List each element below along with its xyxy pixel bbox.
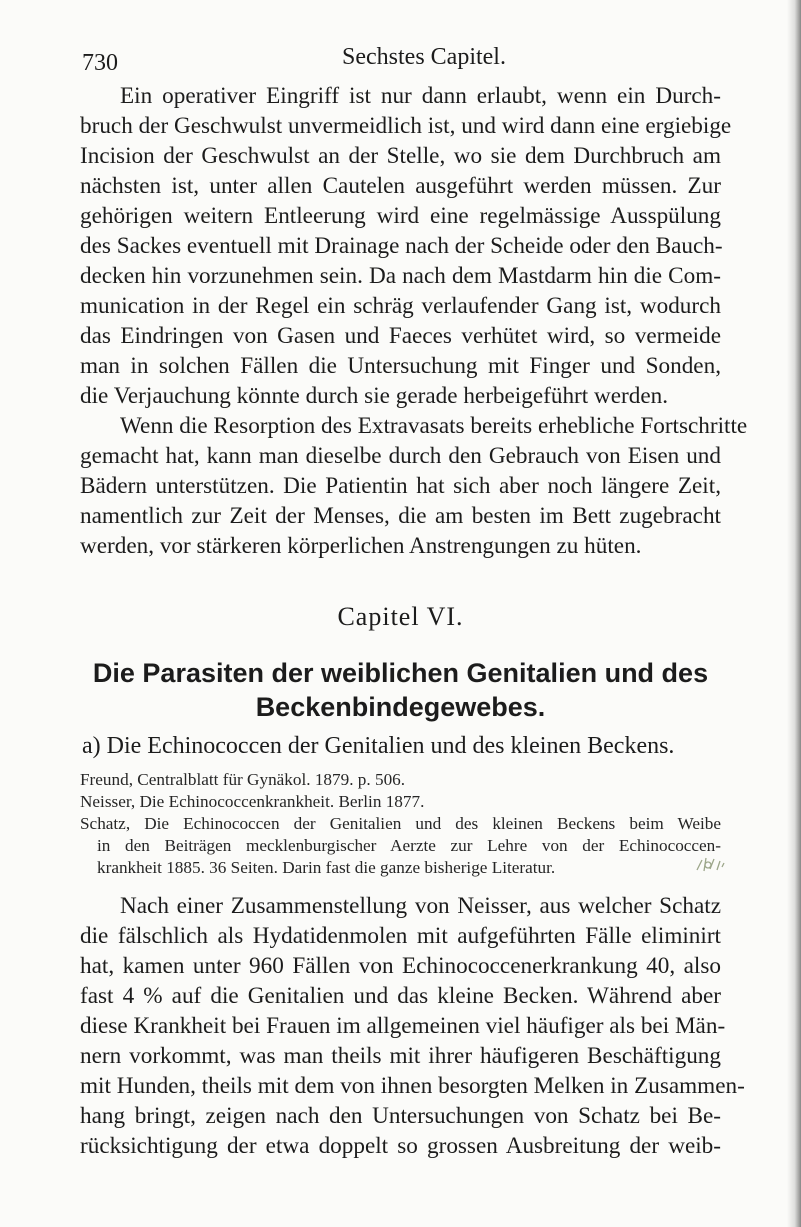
chapter-title-line: Die Parasiten der weiblichen Genitalien und des — [92, 658, 709, 688]
text-line: des Sackes eventuell mit Drainage nach der Scheide oder den Bauch- — [80, 233, 723, 259]
text-line: man in solchen Fällen die Untersuchung mit Finger und Sonden, — [80, 353, 721, 379]
text-line: hat, kamen unter 960 Fällen von Echinococcenerkrankung 40, also — [80, 953, 721, 979]
section-heading: a) Die Echinococcen der Genitalien und des kleinen Beckens. — [82, 733, 675, 759]
text-line: munication in der Regel ein schräg verlaufender Gang ist, wodurch — [80, 293, 721, 319]
library-stamp-mark — [693, 855, 727, 875]
text-line: bruch der Geschwulst unvermeidlich ist, und wird dann eine ergiebige — [80, 113, 732, 139]
text-line: fast 4 % auf die Genitalien und das kleine Becken. Während aber — [80, 983, 721, 1009]
chapter-title-line: Beckenbindegewebes. — [255, 692, 546, 722]
text-line: Wenn die Resorption des Extravasats bereits erhebliche Fortschritte — [120, 413, 748, 439]
text-line: die fälschlich als Hydatidenmolen mit aufgeführten Fälle eliminirt — [80, 923, 721, 949]
text-line: die Verjauchung könnte durch sie gerade herbeigeführt werden. — [80, 383, 669, 409]
text-line: mit Hunden, theils mit dem von ihnen besorgten Melken in Zusammen- — [80, 1073, 745, 1099]
reference-entry: Schatz, Die Echinococcen der Genitalien und des kleinen Beckens beim Weibe — [80, 814, 721, 833]
text-line: Nach einer Zusammenstellung von Neisser, aus welcher Schatz — [120, 893, 721, 919]
reference-entry-continuation: in den Beiträgen mecklenburgischer Aerzte zur Lehre von der Echinococcen- — [97, 836, 721, 855]
text-line: nern vorkommt, was man theils mit ihrer häufigeren Beschäftigung — [80, 1043, 721, 1069]
text-line: rücksichtigung der etwa doppelt so grossen Ausbreitung der weib- — [80, 1133, 721, 1159]
reference-entry-continuation: krankheit 1885. 36 Seiten. Darin fast die ganze bisherige Literatur. — [97, 858, 556, 877]
chapter-number: Capitel VI. — [337, 602, 464, 631]
running-head — [82, 44, 722, 80]
text-line: nächsten ist, unter allen Cautelen ausgeführt werden müssen. Zur — [80, 173, 721, 199]
text-line: namentlich zur Zeit der Menses, die am besten im Bett zugebracht — [80, 503, 721, 529]
text-line: diese Krankheit bei Frauen im allgemeinen viel häufiger als bei Män- — [80, 1013, 726, 1039]
page-number: 730 — [82, 50, 118, 76]
text-line: werden, vor stärkeren körperlichen Anstrengungen zu hüten. — [80, 533, 642, 559]
running-title: Sechstes Capitel. — [342, 44, 506, 70]
text-line: decken hin vorzunehmen sein. Da nach dem Mastdarm hin die Com- — [80, 263, 721, 289]
text-line: hang bringt, zeigen nach den Untersuchungen von Schatz bei Be- — [80, 1103, 721, 1129]
text-line: Bädern unterstützen. Die Patientin hat sich aber noch längere Zeit, — [80, 473, 721, 499]
reference-entry: Neisser, Die Echinococcenkrankheit. Berlin 1877. — [80, 792, 425, 811]
text-line: gemacht hat, kann man dieselbe durch den Gebrauch von Eisen und — [80, 443, 721, 469]
reference-entry: Freund, Centralblatt für Gynäkol. 1879. p. 506. — [80, 770, 406, 789]
text-line: Ein operativer Eingriff ist nur dann erlaubt, wenn ein Durch- — [120, 83, 721, 109]
text-line: das Eindringen von Gasen und Faeces verhütet wird, so vermeide — [80, 323, 721, 349]
text-line: gehörigen weitern Entleerung wird eine regelmässige Ausspülung — [80, 203, 721, 229]
text-line: Incision der Geschwulst an der Stelle, wo sie dem Durchbruch am — [80, 143, 721, 169]
